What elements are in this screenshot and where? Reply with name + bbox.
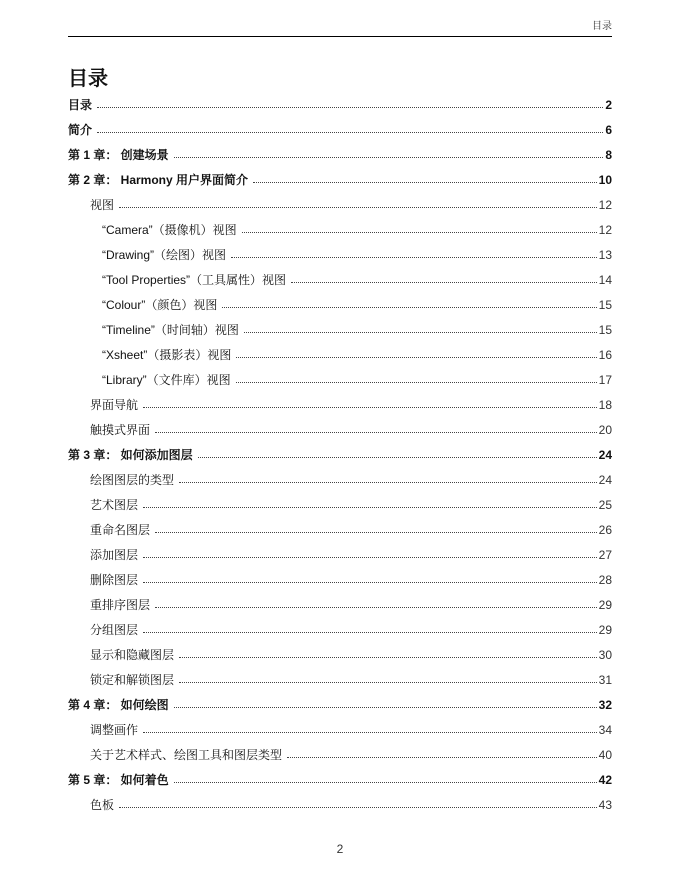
toc-entry-page: 28 [598, 573, 612, 587]
toc-entry-label: “Xsheet”（摄影表）视图 [102, 348, 232, 362]
toc-entry-page: 40 [598, 748, 612, 762]
toc-entry[interactable] [68, 793, 612, 818]
toc-entry[interactable] [68, 743, 612, 768]
toc-dot-leader [253, 182, 597, 183]
toc-entry-page: 13 [598, 248, 612, 262]
toc-entry[interactable] [68, 618, 612, 643]
toc-entry[interactable] [68, 593, 612, 618]
toc-entry-page: 12 [598, 198, 612, 212]
toc-entry-page: 34 [598, 723, 612, 737]
toc-entry-label: 锁定和解锁图层 [90, 673, 175, 687]
toc-dot-leader [143, 632, 597, 633]
toc-entry-label: 添加图层 [90, 548, 139, 562]
toc-entry-page: 43 [598, 798, 612, 812]
toc-entry-page: 15 [598, 323, 612, 337]
toc-dot-leader [179, 657, 597, 658]
running-header: 目录 [592, 21, 612, 32]
toc-entry-page: 12 [598, 223, 612, 237]
toc-entry[interactable] [68, 293, 612, 318]
toc-dot-leader [236, 382, 597, 383]
toc-dot-leader [291, 282, 597, 283]
toc-entry[interactable] [68, 468, 612, 493]
toc-entry[interactable] [68, 393, 612, 418]
toc-dot-leader [143, 582, 597, 583]
toc-entry-label: “Tool Properties”（工具属性）视图 [102, 273, 287, 287]
toc-dot-leader [222, 307, 596, 308]
toc-entry[interactable] [68, 768, 612, 793]
toc-dot-leader [143, 507, 597, 508]
toc-entry-label: 显示和隐藏图层 [90, 648, 175, 662]
toc-entry-label: 艺术图层 [90, 498, 139, 512]
toc-entry-page: 20 [598, 423, 612, 437]
toc-entry-label: 触摸式界面 [90, 423, 151, 437]
toc-entry[interactable] [68, 443, 612, 468]
toc-dot-leader [143, 407, 597, 408]
toc-dot-leader [155, 532, 597, 533]
page-number: 2 [336, 842, 344, 856]
toc-entry-label: 分组图层 [90, 623, 139, 637]
toc-entry[interactable] [68, 718, 612, 743]
toc-entry-label: 删除图层 [90, 573, 139, 587]
toc-entry-label: 色板 [90, 798, 115, 812]
toc-entry-page: 29 [598, 623, 612, 637]
header-rule [68, 36, 612, 37]
toc-entry-page: 10 [598, 173, 612, 187]
toc-entry-label: 视图 [90, 198, 115, 212]
toc-dot-leader [97, 107, 603, 108]
toc-entry-page: 2 [605, 98, 612, 112]
toc-dot-leader [179, 682, 597, 683]
toc-entry-label: “Camera”（摄像机）视图 [102, 223, 237, 237]
toc-entry[interactable] [68, 543, 612, 568]
toc-entry-page: 24 [598, 473, 612, 487]
toc-dot-leader [287, 757, 597, 758]
toc-dot-leader [174, 157, 604, 158]
toc-dot-leader [236, 357, 596, 358]
toc-entry[interactable] [68, 93, 612, 118]
toc-entry[interactable] [68, 118, 612, 143]
toc-entry-page: 27 [598, 548, 612, 562]
toc-entry[interactable] [68, 168, 612, 193]
toc-entry-page: 14 [598, 273, 612, 287]
toc-dot-leader [174, 782, 597, 783]
toc-entry[interactable] [68, 143, 612, 168]
toc-dot-leader [143, 732, 597, 733]
toc-entry[interactable] [68, 643, 612, 668]
toc-entry-label: 第 2 章： Harmony 用户界面简介 [68, 173, 249, 187]
toc-entry-page: 17 [598, 373, 612, 387]
toc-entry-label: “Library”（文件库）视图 [102, 373, 231, 387]
toc-entry-page: 30 [598, 648, 612, 662]
toc-entry-label: 重命名图层 [90, 523, 151, 537]
toc-entry[interactable] [68, 343, 612, 368]
toc-dot-leader [174, 707, 597, 708]
toc-entry-label: 绘图图层的类型 [90, 473, 175, 487]
toc-entry[interactable] [68, 243, 612, 268]
toc-title: 目录 [68, 66, 108, 90]
toc-entry-label: 第 3 章： 如何添加图层 [68, 448, 193, 462]
toc-entry-page: 18 [598, 398, 612, 412]
toc-entry-page: 29 [598, 598, 612, 612]
toc-dot-leader [97, 132, 603, 133]
toc-entry-label: 简介 [68, 123, 93, 137]
toc-entry-page: 6 [605, 123, 612, 137]
toc-entry-page: 24 [598, 448, 612, 462]
toc-dot-leader [198, 457, 597, 458]
toc-entry[interactable] [68, 518, 612, 543]
toc-entry-label: 第 1 章： 创建场景 [68, 148, 169, 162]
toc-entry[interactable] [68, 668, 612, 693]
toc-entry[interactable] [68, 418, 612, 443]
toc-entry[interactable] [68, 218, 612, 243]
toc-dot-leader [244, 332, 597, 333]
toc-dot-leader [242, 232, 597, 233]
toc-entry-label: 第 5 章： 如何着色 [68, 773, 169, 787]
toc-entry-label: “Timeline”（时间轴）视图 [102, 323, 239, 337]
toc-entry[interactable] [68, 693, 612, 718]
toc-entry-page: 8 [605, 148, 612, 162]
toc-entry[interactable] [68, 193, 612, 218]
toc-dot-leader [179, 482, 597, 483]
toc-entry-label: 调整画作 [90, 723, 139, 737]
toc-entry-page: 15 [598, 298, 612, 312]
toc-entry-label: “Colour”（颜色）视图 [102, 298, 218, 312]
toc-entry[interactable] [68, 318, 612, 343]
toc-entry[interactable] [68, 368, 612, 393]
toc-entry-label: 第 4 章： 如何绘图 [68, 698, 169, 712]
toc-dot-leader [155, 432, 597, 433]
toc-entry-label: “Drawing”（绘图）视图 [102, 248, 227, 262]
toc-entry-page: 32 [598, 698, 612, 712]
toc-entry[interactable] [68, 268, 612, 293]
toc-entry-label: 目录 [68, 98, 93, 112]
toc-entry-page: 31 [598, 673, 612, 687]
toc-entry-label: 界面导航 [90, 398, 139, 412]
toc-entry[interactable] [68, 568, 612, 593]
toc-list [68, 93, 612, 818]
toc-dot-leader [143, 557, 597, 558]
toc-entry-page: 26 [598, 523, 612, 537]
toc-dot-leader [155, 607, 597, 608]
toc-entry[interactable] [68, 493, 612, 518]
toc-entry-page: 16 [598, 348, 612, 362]
toc-entry-page: 42 [598, 773, 612, 787]
toc-entry-label: 关于艺术样式、绘图工具和图层类型 [90, 748, 283, 762]
toc-entry-label: 重排序图层 [90, 598, 151, 612]
toc-dot-leader [119, 807, 597, 808]
toc-dot-leader [119, 207, 597, 208]
toc-entry-page: 25 [598, 498, 612, 512]
toc-dot-leader [231, 257, 597, 258]
